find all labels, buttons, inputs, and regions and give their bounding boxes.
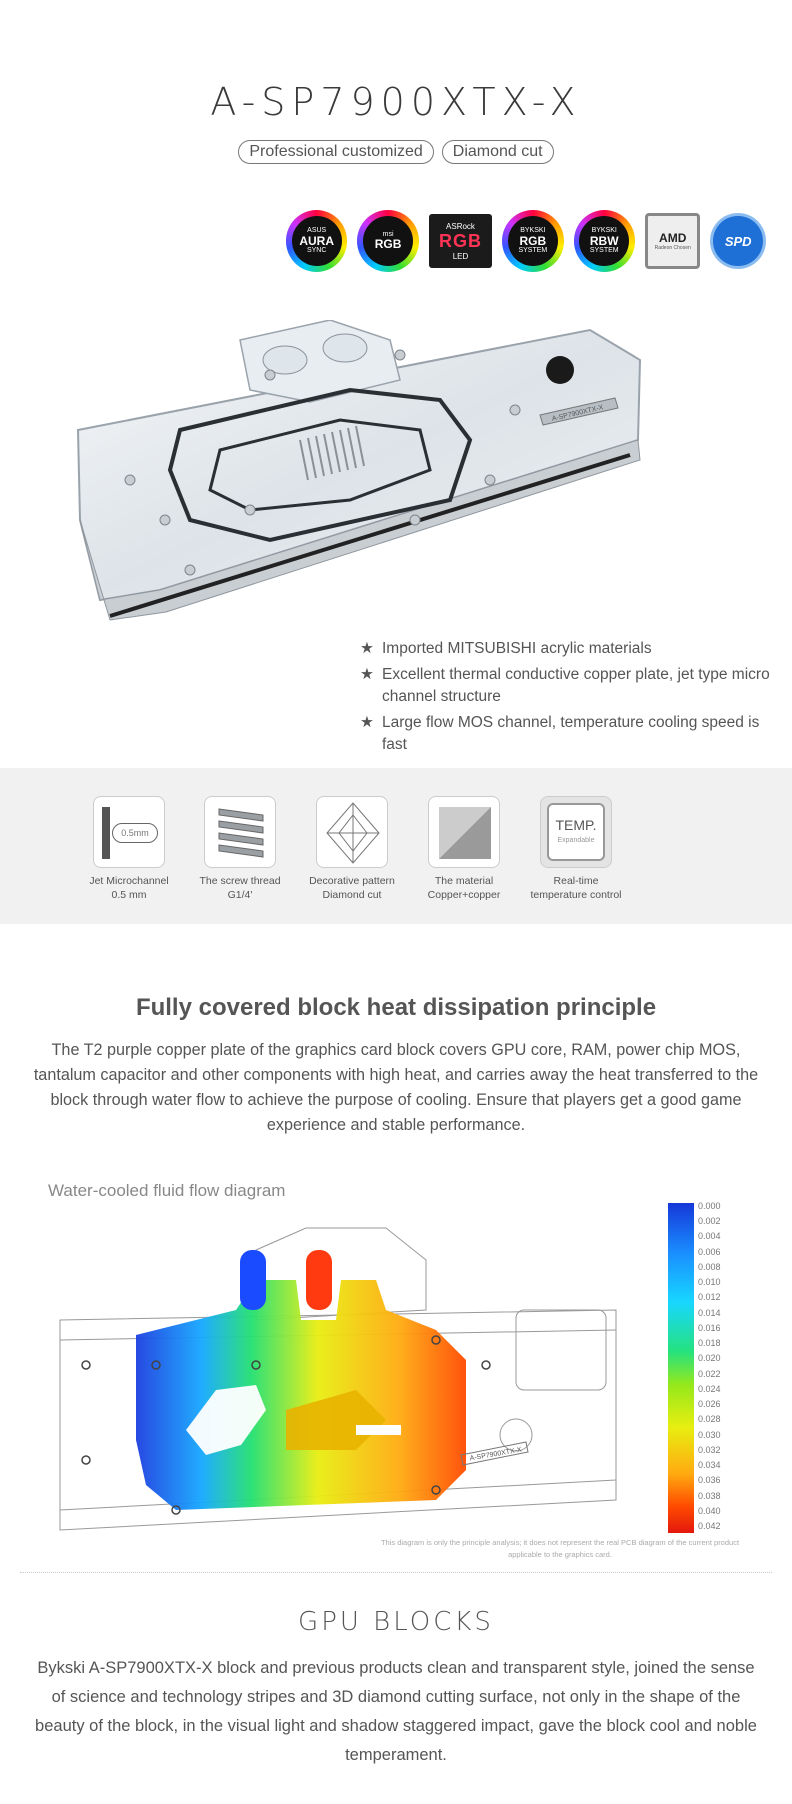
legend-label: 0.014 <box>698 1307 721 1318</box>
tag-professional-customized: Professional customized <box>238 140 433 164</box>
spec-label-line2: temperature control <box>530 889 622 901</box>
legend-label: 0.042 <box>698 1521 721 1531</box>
aura-sub-text: SYNC <box>306 247 327 255</box>
legend-label: 0.000 <box>698 1201 721 1211</box>
legend-label: 0.028 <box>698 1414 721 1425</box>
spec-label-line2: Copper+copper <box>427 889 501 901</box>
product-badge-text: A-SP7900XTX-X <box>551 404 605 423</box>
tag-diamond-cut: Diamond cut <box>442 140 554 164</box>
temperature-icon <box>540 796 612 868</box>
star-icon: ★ <box>360 714 374 731</box>
spec-label-line1: Decorative pattern <box>309 875 395 887</box>
bykski-rbw-main-text: RBW <box>589 233 619 248</box>
block-body <box>78 320 640 620</box>
bykski-rgb-logo <box>502 210 563 272</box>
aura-main-text: AURA <box>299 233 335 248</box>
legend-label: 0.012 <box>698 1292 721 1303</box>
temp-icon-text: TEMP. <box>555 817 597 833</box>
legend-label: 0.036 <box>698 1475 721 1486</box>
legend-label: 0.018 <box>698 1338 721 1349</box>
legend-label: 0.016 <box>698 1322 721 1333</box>
gpu-blocks-text: Bykski A-SP7900XTX-X block and previous products clean and transparent style, joined the sense of science and technology stripes and 3D diamond cutting surface, not only in the shape of the beauty of the block, in the visual light and shadow staggered impact, gave the block cool and noble temperament. <box>35 1659 757 1764</box>
gpu-blocks-heading: GPU BLOCKS <box>298 1607 494 1637</box>
asrock-rgb-led-logo <box>429 214 492 268</box>
aura-sync-logo <box>286 210 347 272</box>
legend-label: 0.034 <box>698 1460 721 1471</box>
principle-text: The T2 purple copper plate of the graphics card block covers GPU core, RAM, power chip MOS, tantalum capacitor and other components with high heat, and carries away the heat transferred to the block through water flow to achieve the purpose of cooling. Ensure that players get a good game experience and stable performance. <box>33 1041 759 1134</box>
feature-text: Imported MITSUBISHI acrylic materials <box>382 640 652 657</box>
spec-label-line1: Jet Microchannel <box>89 875 169 887</box>
spec-label-line1: Real-time <box>553 875 599 887</box>
amd-sub-text: Radeon Chosen <box>654 245 691 251</box>
legend-label: 0.032 <box>698 1444 721 1455</box>
amd-logo <box>645 213 701 269</box>
feature-list <box>360 638 780 760</box>
bykski-rgb-top-text: BYKSKI <box>520 227 546 235</box>
aura-top-text: ASUS <box>307 227 327 235</box>
spec-label-line2: 0.5 mm <box>111 889 147 901</box>
spec-diamond-cut <box>287 796 417 902</box>
spd-main-text: SPD <box>724 233 752 249</box>
asrock-sub-text: LED <box>452 251 469 261</box>
spec-temperature <box>511 796 641 902</box>
screw-thread-icon <box>204 796 276 868</box>
diagram-title: Water-cooled fluid flow diagram <box>48 1181 286 1200</box>
tag-list <box>0 140 792 164</box>
legend-label: 0.006 <box>698 1246 721 1257</box>
msi-rgb-logo <box>357 210 418 272</box>
product-title: A-SP7900XTX-X <box>210 80 582 124</box>
feature-text: Excellent thermal conductive copper plate, jet type micro channel structure <box>382 666 770 705</box>
asrock-top-text: ASRock <box>446 221 475 231</box>
jet-microchannel-icon <box>93 796 165 868</box>
legend-label: 0.022 <box>698 1368 721 1379</box>
bykski-rbw-sub-text: SYSTEM <box>589 247 619 255</box>
temp-icon-subtext: Expandable <box>557 837 595 844</box>
amd-main-text: AMD <box>659 231 687 245</box>
bykski-rgb-sub-text: SYSTEM <box>518 247 548 255</box>
diagram-block-label: A-SP7900XTX-X <box>469 1446 523 1463</box>
spec-label-line1: The screw thread <box>199 875 281 887</box>
legend-label: 0.010 <box>698 1277 721 1288</box>
compatibility-logos <box>286 210 766 272</box>
feature-text: Large flow MOS channel, temperature cooling speed is fast <box>382 714 760 753</box>
legend-label: 0.038 <box>698 1490 721 1501</box>
microchannel-size-text: 0.5mm <box>112 823 158 843</box>
msi-main-text: RGB <box>374 237 402 252</box>
legend-label: 0.026 <box>698 1399 721 1410</box>
msi-top-text: msi <box>382 231 394 239</box>
legend-label: 0.030 <box>698 1429 721 1440</box>
legend-label: 0.020 <box>698 1353 721 1364</box>
legend-label: 0.024 <box>698 1383 721 1394</box>
bykski-rbw-logo <box>574 210 635 272</box>
spec-label-line1: The material <box>434 875 494 887</box>
star-icon: ★ <box>360 640 374 657</box>
material-icon <box>428 796 500 868</box>
spec-label-line2: Diamond cut <box>322 889 382 901</box>
bykski-rgb-main-text: RGB <box>519 233 547 248</box>
section-divider <box>20 1572 772 1573</box>
diamond-cut-icon <box>316 796 388 868</box>
feature-item <box>360 712 780 756</box>
star-icon: ★ <box>360 666 374 683</box>
feature-item <box>360 664 780 708</box>
asrock-main-text: RGB <box>438 230 482 251</box>
spec-label-line2: G1/4' <box>227 889 253 901</box>
legend-label: 0.040 <box>698 1505 721 1516</box>
diagram-note: This diagram is only the principle analysis; it does not represent the real PCB diagram of the current product applicable to the graphics card. <box>380 1538 740 1559</box>
spd-logo <box>710 213 766 269</box>
spec-material <box>399 796 529 902</box>
fluid-flow-diagram <box>56 1210 676 1540</box>
feature-item <box>360 638 780 660</box>
legend-label: 0.008 <box>698 1261 721 1272</box>
legend-label: 0.004 <box>698 1231 721 1242</box>
legend-label: 0.002 <box>698 1216 721 1227</box>
bykski-rbw-top-text: BYKSKI <box>591 227 617 235</box>
spec-band <box>0 768 792 924</box>
principle-heading: Fully covered block heat dissipation principle <box>135 994 657 1021</box>
spec-screw-thread <box>175 796 305 902</box>
legend-color-bar <box>668 1203 694 1533</box>
